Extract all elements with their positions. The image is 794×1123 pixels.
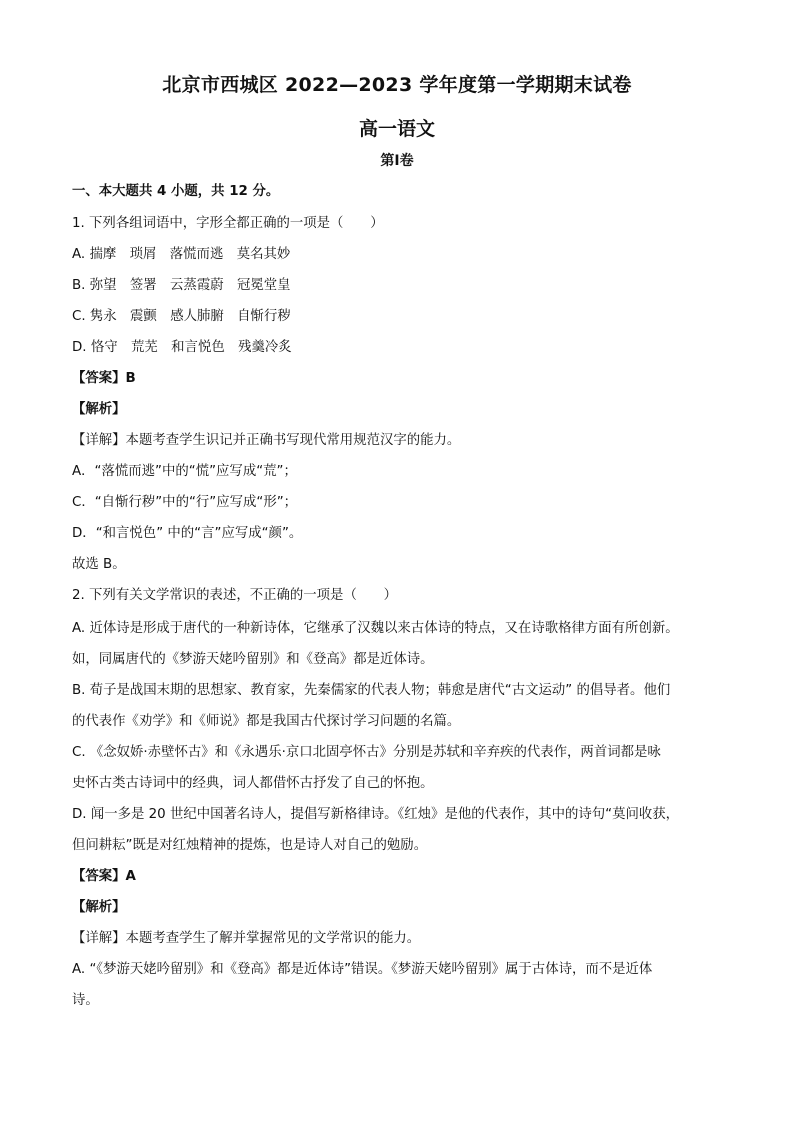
- q2-note-a-line1: A. “《梦游天姥吟留别》和《登高》都是近体诗”错误。《梦游天姥吟留别》属于古体诗，而不是近体: [72, 962, 653, 977]
- q2-option-b-line2: 的代表作《劝学》和《师说》都是我国古代探讨学习问题的名篇。: [72, 714, 461, 729]
- q2-option-a-line2: 如，同属唐代的《梦游天姥吟留别》和《登高》都是近体诗。: [72, 652, 434, 667]
- section-heading: 一、本大题共 4 小题，共 12 分。: [72, 184, 280, 199]
- q1-option-a: A. 揣摩 琐屑 落慌而逃 莫名其妙: [72, 247, 291, 262]
- q2-option-b-line1: B. 荀子是战国末期的思想家、教育家，先秦儒家的代表人物；韩愈是唐代“古文运动” 的倡导者。他们: [72, 683, 671, 698]
- q2-stem: 2. 下列有关文学常识的表述，不正确的一项是（ ）: [72, 588, 398, 603]
- q1-note-c: C．“自惭行秽”中的“行”应写成“形”；: [72, 495, 298, 510]
- q2-answer: 【答案】A: [72, 869, 136, 884]
- document-title: 北京市西城区 2022—2023 学年度第一学期期末试卷: [162, 74, 632, 96]
- volume-label: 第Ⅰ卷: [380, 153, 414, 169]
- q1-answer: 【答案】B: [72, 371, 136, 386]
- q2-option-a-line1: A. 近体诗是形成于唐代的一种新诗体，它继承了汉魏以来古体诗的特点，又在诗歌格律方面有所创新。: [72, 621, 679, 636]
- q1-option-b: B. 弥望 签署 云蒸霞蔚 冠冕堂皇: [72, 278, 291, 293]
- q2-option-d-line2: 但问耕耘”既是对红烛精神的提炼，也是诗人对自己的勉励。: [72, 838, 428, 853]
- q2-analysis-label: 【解析】: [72, 900, 126, 915]
- q2-option-c-line2: 史怀古类古诗词中的经典，词人都借怀古抒发了自己的怀抱。: [72, 776, 434, 791]
- q1-note-d: D．“和言悦色” 中的“言”应写成“颜”。: [72, 526, 303, 541]
- subject-title: 高一语文: [358, 118, 435, 140]
- q1-stem: 1. 下列各组词语中，字形全都正确的一项是（ ）: [72, 216, 384, 231]
- q2-detail: 【详解】本题考查学生了解并掌握常见的文学常识的能力。: [72, 931, 421, 946]
- q1-conclusion: 故选 B。: [72, 557, 126, 572]
- q2-option-d-line1: D. 闻一多是 20 世纪中国著名诗人，提倡写新格律诗。《红烛》是他的代表作，其中的诗句“莫问收获，: [72, 807, 680, 822]
- q2-option-c-line1: C. 《念奴娇·赤壁怀古》和《永遇乐·京口北固亭怀古》分别是苏轼和辛弃疾的代表作，两首词都是咏: [72, 745, 661, 760]
- q1-option-c: C. 隽永 震颤 感人肺腑 自惭行秽: [72, 309, 291, 324]
- q1-analysis-label: 【解析】: [72, 402, 126, 417]
- q1-option-d: D. 恪守 荒芜 和言悦色 残羹冷炙: [72, 340, 292, 355]
- q2-note-a-line2: 诗。: [72, 993, 99, 1008]
- q1-detail: 【详解】本题考查学生识记并正确书写现代常用规范汉字的能力。: [72, 433, 461, 448]
- q1-note-a: A．“落慌而逃”中的“慌”应写成“荒”；: [72, 464, 297, 479]
